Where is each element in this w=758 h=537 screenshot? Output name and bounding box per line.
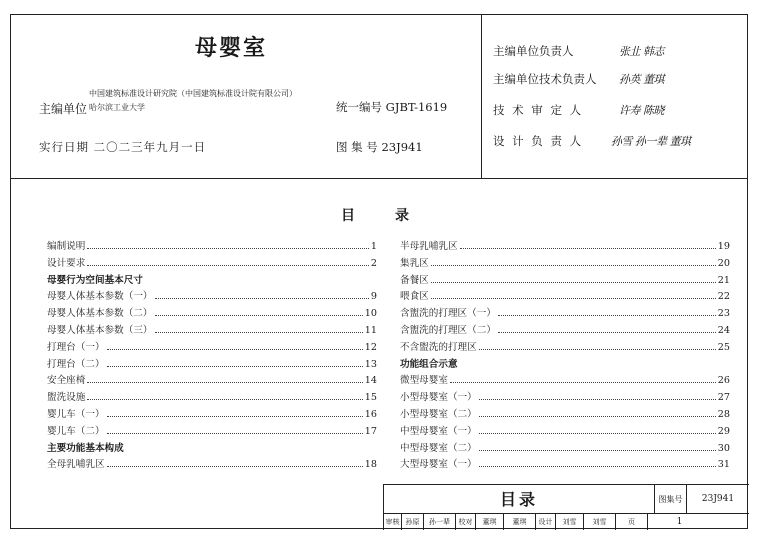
toc-page-number: 12 [364,341,377,353]
toc-page-number: 18 [364,459,377,471]
title-block-approvals [384,513,749,530]
title-block-atlas-label: 图集号 [654,485,686,513]
toc-entry-title: 编制说明 [47,241,86,252]
toc-leader-dots [498,314,716,316]
toc-entry[interactable] [47,424,377,441]
atlas-number [336,139,423,155]
toc-entry-title: 全母乳哺乳区 [47,459,105,471]
toc-section-heading [400,357,730,374]
toc-entry[interactable] [400,457,730,474]
toc-entry[interactable] [400,340,730,357]
title-block-atlas-value: 23J941 [686,485,749,513]
toc-leader-dots [479,348,716,350]
toc-entry-title: 打理台（二） [47,358,105,370]
toc-entry-title: 设计要求 [47,257,86,269]
toc-entry-title: 打理台（一） [47,341,105,353]
toc-page-number: 26 [717,375,730,387]
toc-page-number: 19 [717,241,730,252]
toc-entry[interactable] [400,323,730,340]
toc-entry-title: 盥洗设施 [47,392,86,404]
approval-cell: 校对 [456,513,476,530]
toc-leader-dots [479,398,716,400]
toc-leader-dots [450,381,716,383]
toc-leader-dots [87,381,362,383]
signatory-role-1: 主编单位负责人 [493,44,574,58]
toc-section-heading [47,273,377,290]
toc-entry-title: 含盥洗的打理区（一） [400,308,496,320]
toc-entry[interactable] [400,407,730,424]
toc-entry[interactable] [47,357,377,374]
toc-entry[interactable] [47,373,377,390]
toc-entry-title: 婴儿车（二） [47,425,105,437]
toc-entry[interactable] [400,441,730,458]
toc-page-number: 16 [364,408,377,420]
header-divider [481,15,482,178]
toc-leader-dots [479,432,716,434]
toc-leader-dots [479,465,716,467]
toc-entry-title: 母婴人体基本参数（一） [47,291,153,303]
toc-page-number: 14 [364,375,377,387]
toc-entry-title: 安全座椅 [47,375,86,387]
toc-entry-title: 中型母婴室（二） [400,442,477,454]
toc-entry[interactable] [400,390,730,407]
toc-leader-dots [431,297,716,299]
toc-entry[interactable] [47,289,377,306]
approval-cell: 董琪 [476,513,504,530]
approval-cell: 孙一辈 [424,513,456,530]
toc-page-number: 29 [717,425,730,437]
code-label: 统一编号 [336,100,382,114]
toc-leader-dots [107,348,363,350]
toc-entry[interactable] [400,239,730,256]
signature-3: 许寿 陈晓 [619,104,664,117]
title-block-top [384,485,749,514]
toc-entry-title: 主要功能基本构成 [47,442,124,454]
approval-cell: 审核 [384,513,402,530]
toc-entry-title: 大型母婴室（一） [400,459,477,471]
toc-leader-dots [460,247,716,249]
toc-leader-dots [431,281,716,283]
toc-entry-title: 母婴人体基本参数（二） [47,308,153,320]
toc-page-number: 23 [717,308,730,320]
toc-right-column [400,239,730,474]
date-label: 实行日期 [39,140,89,154]
toc-entry-title: 婴儿车（一） [47,408,105,420]
toc-entry-title: 不含盥洗的打理区 [400,341,477,353]
cover-header [11,15,747,179]
toc-entry[interactable] [400,256,730,273]
toc-entry[interactable] [47,323,377,340]
toc-entry[interactable] [47,340,377,357]
approval-cell: 董琪 [504,513,536,530]
toc-page-number: 2 [370,257,377,269]
signatory-role-3: 技 术 审 定 人 [493,103,584,117]
drawing-frame [10,14,748,529]
atlas-value: 23J941 [381,140,423,154]
toc-title: 目录 [341,208,449,224]
chief-unit-1: 中国建筑标准设计研究院（中国建筑标准设计院有限公司） [89,89,297,98]
toc-entry-title: 功能组合示意 [400,358,458,370]
chief-units [89,87,297,115]
toc-leader-dots [498,331,716,333]
signature-4: 孙雪 孙一辈 董琪 [611,135,691,148]
toc-left-column [47,239,377,474]
toc-leader-dots [107,465,363,467]
toc-leader-dots [155,297,369,299]
toc-entry-title: 集乳区 [400,257,429,269]
toc-page-number: 27 [717,392,730,404]
toc-page-number: 1 [370,241,377,252]
atlas-label: 图 集 号 [336,140,378,154]
toc-page-number: 24 [717,324,730,336]
toc-page-number: 21 [717,274,730,286]
approval-cell: 刘雪 [556,513,584,530]
signatory-role-4: 设 计 负 责 人 [493,134,584,148]
toc-page-number: 13 [364,358,377,370]
toc-leader-dots [479,415,716,417]
chief-unit-2: 哈尔滨工业大学 [89,103,145,112]
toc-page-number: 9 [370,291,377,303]
toc-entry[interactable] [400,424,730,441]
toc-page-number: 25 [717,341,730,353]
effective-date [39,139,206,155]
toc-leader-dots [155,314,363,316]
toc-leader-dots [107,432,363,434]
toc-section-heading [47,441,377,458]
toc-entry[interactable] [400,373,730,390]
toc-entry-title: 含盥洗的打理区（二） [400,324,496,336]
toc-entry-title: 小型母婴室（一） [400,392,477,404]
toc-leader-dots [155,331,363,333]
toc-page-number: 15 [364,392,377,404]
toc-entry-title: 母婴人体基本参数（三） [47,324,153,336]
title-block-name: 目录 [499,490,538,509]
toc-leader-dots [107,415,363,417]
toc-entry-title: 母婴行为空间基本尺寸 [47,274,143,286]
toc-page-number: 10 [364,308,377,320]
unified-code [336,99,447,115]
atlas-title: 母婴室 [195,36,268,61]
page-number: 1 [676,516,683,527]
toc-entry[interactable] [47,457,377,474]
toc-page-number: 22 [717,291,730,303]
signature-2: 孙英 董琪 [619,73,664,86]
toc-entry[interactable] [47,256,377,273]
title-block [383,484,749,530]
toc-leader-dots [87,398,362,400]
toc-entry[interactable] [47,239,377,256]
toc-entry-title: 小型母婴室（二） [400,408,477,420]
toc-page-number: 17 [364,425,377,437]
toc-entry-title: 喂食区 [400,291,429,303]
toc-leader-dots [87,264,369,266]
toc-entry[interactable] [47,306,377,323]
toc-entry[interactable] [400,289,730,306]
signatory-role-2: 主编单位技术负责人 [493,72,597,86]
toc-leader-dots [431,264,716,266]
chief-unit-label: 主编单位 [39,102,88,116]
page-label: 页 [616,513,648,530]
date-value: 二〇二三年九月一日 [93,140,207,154]
toc-entry-title: 微型母婴室 [400,375,448,387]
toc-page-number: 11 [364,324,377,336]
approval-cell: 孙原 [402,513,424,530]
code-value: GJBT-1619 [385,100,448,114]
toc-entry-title: 半母乳哺乳区 [400,241,458,252]
toc-page-number: 31 [717,459,730,471]
toc-entry[interactable] [400,306,730,323]
toc-leader-dots [87,247,369,249]
toc-page-number: 28 [717,408,730,420]
toc-leader-dots [107,365,363,367]
approval-cell: 设计 [536,513,556,530]
toc-leader-dots [479,449,716,451]
toc-entry[interactable] [47,407,377,424]
signature-1: 张㐀 韩志 [619,45,664,58]
toc-page-number: 30 [717,442,730,454]
toc-entry-title: 中型母婴室（一） [400,425,477,437]
approval-cell: 刘雪 [584,513,616,530]
toc-entry[interactable] [400,273,730,290]
toc-entry[interactable] [47,390,377,407]
toc-page-number: 20 [717,257,730,269]
toc-entry-title: 备餐区 [400,274,429,286]
